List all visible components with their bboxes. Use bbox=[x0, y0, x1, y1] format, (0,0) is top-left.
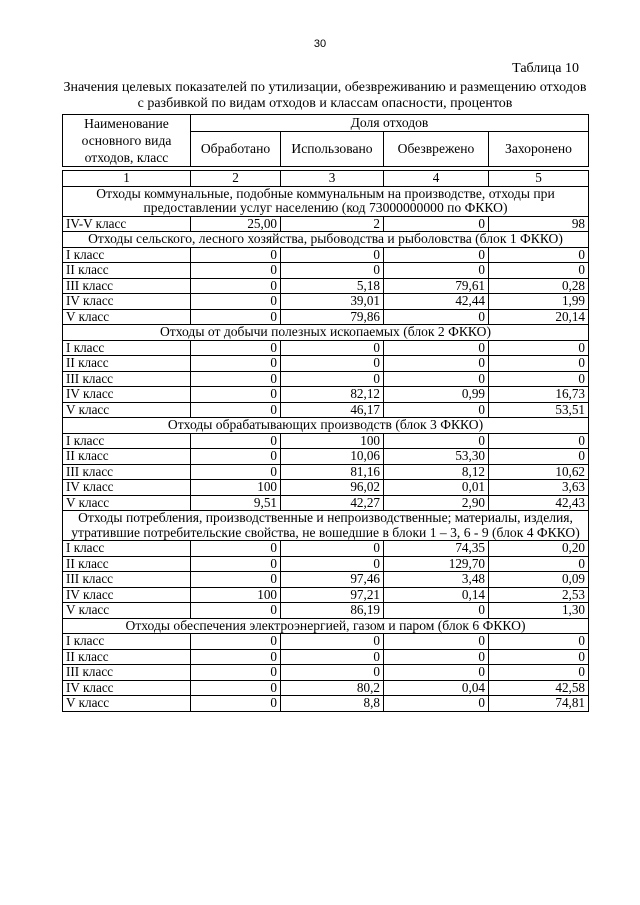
row-class-label: IV-V класс bbox=[63, 216, 191, 232]
value-cell: 0 bbox=[191, 680, 281, 696]
value-cell: 0 bbox=[281, 356, 384, 372]
table-row bbox=[63, 294, 589, 310]
value-cell: 100 bbox=[191, 587, 281, 603]
value-cell: 42,44 bbox=[384, 294, 489, 310]
row-class-label: I класс bbox=[63, 634, 191, 650]
value-cell: 42,27 bbox=[281, 495, 384, 511]
value-cell: 0 bbox=[281, 649, 384, 665]
value-cell: 74,35 bbox=[384, 541, 489, 557]
value-cell: 0 bbox=[489, 263, 589, 279]
value-cell: 0,01 bbox=[384, 480, 489, 496]
header-col-processed: Обработано bbox=[191, 132, 281, 167]
value-cell: 0 bbox=[191, 649, 281, 665]
value-cell: 0 bbox=[384, 216, 489, 232]
row-class-label: III класс bbox=[63, 665, 191, 681]
table-row bbox=[63, 309, 589, 325]
value-cell: 96,02 bbox=[281, 480, 384, 496]
value-cell: 42,43 bbox=[489, 495, 589, 511]
value-cell: 0 bbox=[191, 340, 281, 356]
row-class-label: IV класс bbox=[63, 587, 191, 603]
table-label: Таблица 10 bbox=[512, 61, 579, 76]
row-class-label: I класс bbox=[63, 541, 191, 557]
value-cell: 0 bbox=[191, 371, 281, 387]
value-cell: 53,51 bbox=[489, 402, 589, 418]
value-cell: 0,20 bbox=[489, 541, 589, 557]
table-row bbox=[63, 556, 589, 572]
table-row bbox=[63, 541, 589, 557]
value-cell: 0 bbox=[384, 696, 489, 712]
value-cell: 0 bbox=[489, 356, 589, 372]
table-row bbox=[63, 433, 589, 449]
col-number: 5 bbox=[489, 171, 589, 187]
value-cell: 39,01 bbox=[281, 294, 384, 310]
value-cell: 0 bbox=[191, 402, 281, 418]
value-cell: 0,99 bbox=[384, 387, 489, 403]
value-cell: 0 bbox=[191, 263, 281, 279]
value-cell: 0 bbox=[281, 541, 384, 557]
value-cell: 0 bbox=[384, 340, 489, 356]
page-number: 30 bbox=[313, 38, 327, 50]
value-cell: 79,86 bbox=[281, 309, 384, 325]
table-row bbox=[63, 263, 589, 279]
section-title: Отходы от добычи полезных ископаемых (блок 2 ФККО) bbox=[63, 325, 589, 341]
col-number: 2 bbox=[191, 171, 281, 187]
waste-targets-table bbox=[62, 114, 589, 712]
row-class-label: V класс bbox=[63, 495, 191, 511]
value-cell: 0 bbox=[191, 665, 281, 681]
value-cell: 0 bbox=[281, 556, 384, 572]
section-title: Отходы сельского, лесного хозяйства, рыбоводства и рыболовства (блок 1 ФККО) bbox=[63, 232, 589, 248]
value-cell: 0 bbox=[384, 371, 489, 387]
row-class-label: II класс bbox=[63, 649, 191, 665]
section-header-row bbox=[63, 232, 589, 248]
section-header-row bbox=[63, 418, 589, 434]
row-class-label: III класс bbox=[63, 464, 191, 480]
value-cell: 0 bbox=[281, 665, 384, 681]
row-class-label: II класс bbox=[63, 449, 191, 465]
value-cell: 0 bbox=[281, 247, 384, 263]
value-cell: 0 bbox=[489, 649, 589, 665]
value-cell: 0 bbox=[191, 634, 281, 650]
row-class-label: IV класс bbox=[63, 387, 191, 403]
value-cell: 0 bbox=[281, 340, 384, 356]
value-cell: 82,12 bbox=[281, 387, 384, 403]
value-cell: 0 bbox=[281, 371, 384, 387]
value-cell: 0 bbox=[191, 278, 281, 294]
header-share-group: Доля отходов bbox=[191, 115, 589, 132]
row-class-label: II класс bbox=[63, 263, 191, 279]
value-cell: 100 bbox=[191, 480, 281, 496]
table-row bbox=[63, 216, 589, 232]
table-body bbox=[63, 115, 589, 712]
row-class-label: I класс bbox=[63, 247, 191, 263]
value-cell: 0,04 bbox=[384, 680, 489, 696]
row-class-label: IV класс bbox=[63, 680, 191, 696]
value-cell: 86,19 bbox=[281, 603, 384, 619]
column-numbers-row bbox=[63, 171, 589, 187]
value-cell: 0 bbox=[489, 665, 589, 681]
value-cell: 0 bbox=[191, 572, 281, 588]
value-cell: 0 bbox=[489, 371, 589, 387]
value-cell: 0 bbox=[281, 263, 384, 279]
table-row bbox=[63, 371, 589, 387]
col-number: 3 bbox=[281, 171, 384, 187]
value-cell: 42,58 bbox=[489, 680, 589, 696]
value-cell: 2,53 bbox=[489, 587, 589, 603]
value-cell: 2 bbox=[281, 216, 384, 232]
section-title: Отходы коммунальные, подобные коммунальным на производстве, отходы при предоставлении услуг населению (код 73000000000 по ФККО) bbox=[63, 186, 589, 216]
section-header-row bbox=[63, 618, 589, 634]
value-cell: 0 bbox=[191, 387, 281, 403]
value-cell: 0 bbox=[489, 556, 589, 572]
value-cell: 98 bbox=[489, 216, 589, 232]
value-cell: 0 bbox=[384, 634, 489, 650]
value-cell: 0 bbox=[191, 696, 281, 712]
table-row bbox=[63, 387, 589, 403]
value-cell: 3,63 bbox=[489, 480, 589, 496]
value-cell: 0 bbox=[384, 263, 489, 279]
value-cell: 10,06 bbox=[281, 449, 384, 465]
value-cell: 46,17 bbox=[281, 402, 384, 418]
row-class-label: I класс bbox=[63, 433, 191, 449]
value-cell: 0 bbox=[489, 433, 589, 449]
table-row bbox=[63, 495, 589, 511]
value-cell: 0,14 bbox=[384, 587, 489, 603]
value-cell: 1,30 bbox=[489, 603, 589, 619]
section-title: Отходы потребления, производственные и непроизводственные; материалы, изделия, утратившие потребительские свойства, не вошедшие в блоки 1 – 3, 6 - 9 (блок 4 ФККО) bbox=[63, 511, 589, 541]
row-class-label: III класс bbox=[63, 278, 191, 294]
value-cell: 0 bbox=[489, 449, 589, 465]
table-row bbox=[63, 680, 589, 696]
value-cell: 20,14 bbox=[489, 309, 589, 325]
value-cell: 9,51 bbox=[191, 495, 281, 511]
value-cell: 0 bbox=[191, 541, 281, 557]
value-cell: 0 bbox=[191, 603, 281, 619]
value-cell: 0 bbox=[191, 294, 281, 310]
row-class-label: V класс bbox=[63, 402, 191, 418]
header-col-buried: Захоронено bbox=[489, 132, 589, 167]
table-row bbox=[63, 649, 589, 665]
table-row bbox=[63, 402, 589, 418]
table-row bbox=[63, 247, 589, 263]
section-header-row bbox=[63, 511, 589, 541]
col-number: 1 bbox=[63, 171, 191, 187]
value-cell: 8,12 bbox=[384, 464, 489, 480]
section-title: Отходы обеспечения электроэнергией, газом и паром (блок 6 ФККО) bbox=[63, 618, 589, 634]
value-cell: 16,73 bbox=[489, 387, 589, 403]
table-row bbox=[63, 449, 589, 465]
row-class-label: I класс bbox=[63, 340, 191, 356]
value-cell: 0 bbox=[384, 247, 489, 263]
value-cell: 8,8 bbox=[281, 696, 384, 712]
header-name-col: Наименование основного вида отходов, класс bbox=[63, 115, 191, 167]
row-class-label: IV класс bbox=[63, 294, 191, 310]
value-cell: 100 bbox=[281, 433, 384, 449]
row-class-label: III класс bbox=[63, 371, 191, 387]
value-cell: 0 bbox=[384, 402, 489, 418]
value-cell: 0 bbox=[191, 556, 281, 572]
value-cell: 0 bbox=[384, 603, 489, 619]
section-title: Отходы обрабатывающих производств (блок 3 ФККО) bbox=[63, 418, 589, 434]
value-cell: 0 bbox=[384, 433, 489, 449]
value-cell: 0 bbox=[384, 356, 489, 372]
value-cell: 5,18 bbox=[281, 278, 384, 294]
value-cell: 2,90 bbox=[384, 495, 489, 511]
value-cell: 0 bbox=[191, 247, 281, 263]
value-cell: 0 bbox=[191, 309, 281, 325]
value-cell: 0 bbox=[191, 433, 281, 449]
table-row bbox=[63, 572, 589, 588]
value-cell: 79,61 bbox=[384, 278, 489, 294]
row-class-label: II класс bbox=[63, 356, 191, 372]
col-number: 4 bbox=[384, 171, 489, 187]
value-cell: 0 bbox=[384, 649, 489, 665]
table-row bbox=[63, 696, 589, 712]
value-cell: 25,00 bbox=[191, 216, 281, 232]
value-cell: 81,16 bbox=[281, 464, 384, 480]
value-cell: 0 bbox=[489, 247, 589, 263]
header-col-neutralized: Обезврежено bbox=[384, 132, 489, 167]
value-cell: 0 bbox=[489, 634, 589, 650]
table-row bbox=[63, 587, 589, 603]
table-caption: Значения целевых показателей по утилизации, обезвреживанию и размещению отходов с разбивкой по видам отходов и классам опасности, процентов bbox=[63, 80, 587, 111]
section-header-row bbox=[63, 325, 589, 341]
table-row bbox=[63, 603, 589, 619]
table-row bbox=[63, 278, 589, 294]
table-row bbox=[63, 665, 589, 681]
value-cell: 0,09 bbox=[489, 572, 589, 588]
value-cell: 0 bbox=[281, 634, 384, 650]
value-cell: 0 bbox=[384, 309, 489, 325]
section-header-row bbox=[63, 186, 589, 216]
value-cell: 129,70 bbox=[384, 556, 489, 572]
value-cell: 0 bbox=[191, 449, 281, 465]
row-class-label: V класс bbox=[63, 309, 191, 325]
header-row bbox=[63, 115, 589, 132]
table-row bbox=[63, 356, 589, 372]
header-col-used: Использовано bbox=[281, 132, 384, 167]
row-class-label: III класс bbox=[63, 572, 191, 588]
row-class-label: II класс bbox=[63, 556, 191, 572]
value-cell: 74,81 bbox=[489, 696, 589, 712]
value-cell: 0 bbox=[191, 464, 281, 480]
value-cell: 10,62 bbox=[489, 464, 589, 480]
row-class-label: V класс bbox=[63, 696, 191, 712]
value-cell: 0 bbox=[384, 665, 489, 681]
value-cell: 1,99 bbox=[489, 294, 589, 310]
value-cell: 80,2 bbox=[281, 680, 384, 696]
table-row bbox=[63, 340, 589, 356]
value-cell: 0 bbox=[489, 340, 589, 356]
value-cell: 0,28 bbox=[489, 278, 589, 294]
value-cell: 3,48 bbox=[384, 572, 489, 588]
value-cell: 97,46 bbox=[281, 572, 384, 588]
table-row bbox=[63, 480, 589, 496]
value-cell: 53,30 bbox=[384, 449, 489, 465]
row-class-label: V класс bbox=[63, 603, 191, 619]
table-row bbox=[63, 634, 589, 650]
value-cell: 0 bbox=[191, 356, 281, 372]
value-cell: 97,21 bbox=[281, 587, 384, 603]
row-class-label: IV класс bbox=[63, 480, 191, 496]
table-row bbox=[63, 464, 589, 480]
